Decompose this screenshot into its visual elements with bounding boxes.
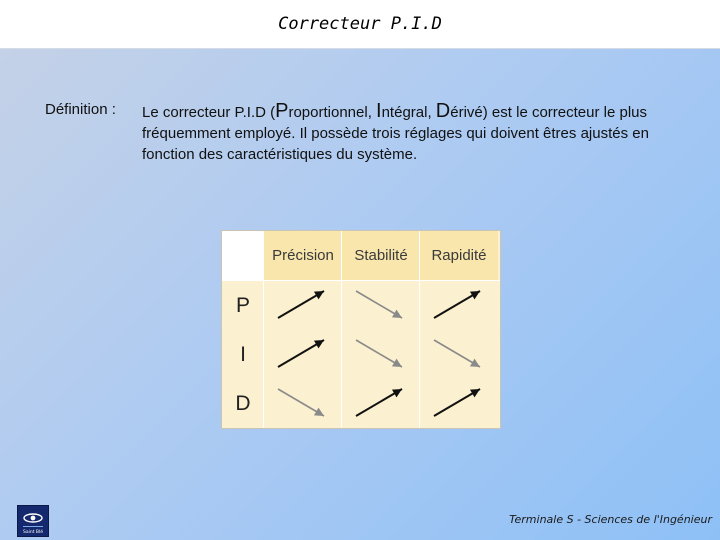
effect-cell-p-2 [342, 281, 418, 330]
logo-text: Saint Blé [22, 530, 44, 535]
definition-intro: Le correcteur P.I.D ( [142, 104, 276, 121]
arrow-down-right-icon [342, 281, 418, 330]
table-divider [419, 231, 420, 428]
row-header-p: P [222, 281, 264, 330]
effect-cell-p-3 [420, 281, 496, 330]
arrow-down-right-icon [264, 379, 340, 428]
column-header-2: Stabilité [342, 231, 420, 281]
word-derive: érivé) [450, 104, 488, 121]
effect-cell-i-2 [342, 330, 418, 379]
column-header-1: Précision [264, 231, 342, 281]
letter-i: I [376, 100, 382, 122]
effect-cell-d-3 [420, 379, 496, 428]
arrow-up-right-icon [420, 379, 496, 428]
pid-effects-table [221, 230, 501, 429]
effect-cell-p-1 [264, 281, 340, 330]
arrow-up-right-icon [264, 330, 340, 379]
definition-rest: est le correcteur le plus fréquemment employé. Il possède trois réglages qui doivent êtres ajustés en fonction des caractéristiques du système. [142, 104, 649, 163]
arrow-down-right-icon [342, 330, 418, 379]
table-corner [222, 231, 264, 281]
table-divider [222, 280, 500, 281]
school-logo-icon [17, 505, 49, 537]
row-header-d: D [222, 379, 264, 428]
column-header-3: Rapidité [420, 231, 498, 281]
letter-p: P [275, 100, 289, 122]
slide-header [0, 0, 720, 49]
arrow-up-right-icon [420, 281, 496, 330]
footer-text: Terminale S - Sciences de l'Ingénieur [509, 513, 712, 526]
arrow-up-right-icon [342, 379, 418, 428]
effect-cell-d-1 [264, 379, 340, 428]
effect-cell-i-3 [420, 330, 496, 379]
definition-text [142, 101, 682, 165]
word-integral: ntégral, [381, 104, 436, 121]
arrow-down-right-icon [420, 330, 496, 379]
table-divider [263, 231, 264, 428]
row-header-i: I [222, 330, 264, 379]
effect-cell-i-1 [264, 330, 340, 379]
table-divider [341, 231, 342, 428]
arrow-up-right-icon [264, 281, 340, 330]
slide-title: Correcteur P.I.D [278, 14, 442, 34]
word-proportionnel: roportionnel, [288, 104, 377, 121]
effect-cell-d-2 [342, 379, 418, 428]
definition-label: Définition : [45, 101, 116, 118]
letter-d: D [435, 100, 451, 122]
